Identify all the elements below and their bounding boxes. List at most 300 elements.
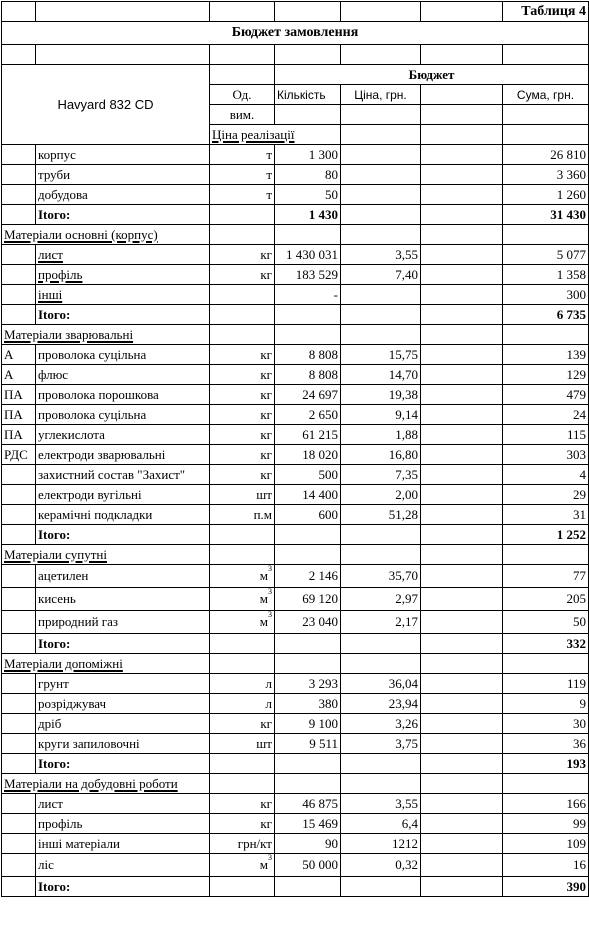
grid-cell — [2, 754, 36, 774]
table-row — [2, 611, 589, 634]
total-row — [2, 754, 589, 774]
row-price — [341, 165, 421, 185]
row-unit-text: кг — [260, 715, 272, 731]
table-row — [2, 145, 589, 165]
row-sum: 115 — [503, 425, 589, 445]
row-unit-sup: 3 — [268, 564, 272, 573]
grid-cell — [421, 185, 503, 205]
grid-cell — [275, 545, 341, 565]
row-sum: 166 — [503, 794, 589, 814]
total-qty: 1 430 — [275, 205, 341, 225]
table-row — [2, 245, 589, 265]
grid-cell — [421, 525, 503, 545]
budget-table — [1, 1, 589, 897]
grid-cell — [341, 774, 421, 794]
total-sum: 332 — [503, 634, 589, 654]
row-code — [2, 465, 36, 485]
grid-cell — [421, 245, 503, 265]
table-number: Таблиця 4 — [503, 2, 589, 22]
row-name — [36, 265, 210, 285]
table-row — [2, 854, 589, 877]
section-title — [2, 654, 210, 674]
row-qty: 1 300 — [275, 145, 341, 165]
table-row — [2, 734, 589, 754]
row-name: природний газ — [36, 611, 210, 634]
grid-cell — [36, 45, 210, 65]
section-title — [2, 225, 210, 245]
row-unit-text: л — [265, 675, 272, 691]
row-name: труби — [36, 165, 210, 185]
row-qty: 2 146 — [275, 565, 341, 588]
row-code — [2, 285, 36, 305]
grid-cell — [421, 485, 503, 505]
price-header: Ціна, грн. — [341, 85, 421, 105]
row-price: 35,70 — [341, 565, 421, 588]
product-name: Havyard 832 CD — [2, 65, 210, 145]
row-price: 51,28 — [341, 505, 421, 525]
grid-cell — [421, 345, 503, 365]
table-row — [2, 588, 589, 611]
grid-cell — [275, 45, 341, 65]
total-qty — [275, 754, 341, 774]
row-unit-sup: 3 — [268, 610, 272, 619]
row-unit-text: кг — [260, 815, 272, 831]
row-name: профіль — [36, 814, 210, 834]
section-title — [2, 774, 210, 794]
row-code — [2, 794, 36, 814]
budget-header: Бюджет — [275, 65, 589, 85]
row-qty: 500 — [275, 465, 341, 485]
row-name: грунт — [36, 674, 210, 694]
row-qty: 1 430 031 — [275, 245, 341, 265]
section-title-text: Матеріали допоміжні — [4, 655, 123, 671]
grid-cell — [421, 505, 503, 525]
grid-cell — [210, 877, 275, 897]
grid-cell — [210, 65, 275, 85]
sum-header: Сума, грн. — [503, 85, 589, 105]
table-row — [2, 674, 589, 694]
section-row — [2, 654, 589, 674]
total-qty — [275, 877, 341, 897]
grid-cell — [421, 588, 503, 611]
row-code — [2, 245, 36, 265]
row-unit — [210, 245, 275, 265]
row-qty: 14 400 — [275, 485, 341, 505]
row-price: 3,75 — [341, 734, 421, 754]
grid-cell — [421, 2, 503, 22]
row-sum: 300 — [503, 285, 589, 305]
row-name: круги запиловочні — [36, 734, 210, 754]
row-unit — [210, 588, 275, 611]
grid-cell — [421, 445, 503, 465]
row-sum: 205 — [503, 588, 589, 611]
row-price: 15,75 — [341, 345, 421, 365]
table-row — [2, 165, 589, 185]
section-row — [2, 225, 589, 245]
section-row — [2, 545, 589, 565]
row-sum: 3 360 — [503, 165, 589, 185]
row-name: углекислота — [36, 425, 210, 445]
grid-cell — [421, 877, 503, 897]
row-price: 2,00 — [341, 485, 421, 505]
grid-cell — [341, 325, 421, 345]
grid-cell — [421, 465, 503, 485]
section-title — [2, 545, 210, 565]
grid-cell — [421, 265, 503, 285]
grid-cell — [341, 545, 421, 565]
row-qty: 61 215 — [275, 425, 341, 445]
grid-cell — [503, 774, 589, 794]
grid-cell — [421, 814, 503, 834]
row-qty: 8 808 — [275, 365, 341, 385]
grid-cell — [421, 325, 503, 345]
row-unit — [210, 165, 275, 185]
table-row — [2, 465, 589, 485]
grid-cell — [503, 545, 589, 565]
row-unit-text: т — [266, 146, 272, 162]
total-sum: 1 252 — [503, 525, 589, 545]
row-sum: 36 — [503, 734, 589, 754]
row-qty: 23 040 — [275, 611, 341, 634]
row-code — [2, 485, 36, 505]
row-unit-text: кг — [260, 246, 272, 262]
row-price: 16,80 — [341, 445, 421, 465]
table-row — [2, 425, 589, 445]
grid-cell — [2, 877, 36, 897]
row-sum: 5 077 — [503, 245, 589, 265]
grid-cell — [421, 385, 503, 405]
row-name: корпус — [36, 145, 210, 165]
grid-cell — [421, 774, 503, 794]
row-sum: 119 — [503, 674, 589, 694]
row-sum: 99 — [503, 814, 589, 834]
grid-cell — [210, 2, 275, 22]
total-qty — [275, 305, 341, 325]
row-price: 0,32 — [341, 854, 421, 877]
row-qty: 15 469 — [275, 814, 341, 834]
row-unit — [210, 185, 275, 205]
row-qty: 183 529 — [275, 265, 341, 285]
row-price: 1212 — [341, 834, 421, 854]
row-qty: 50 — [275, 185, 341, 205]
row-code — [2, 694, 36, 714]
row-unit-sup: 3 — [268, 587, 272, 596]
row-unit-text: т — [266, 186, 272, 202]
table-row — [2, 365, 589, 385]
grid-cell — [341, 125, 421, 145]
total-sum: 6 735 — [503, 305, 589, 325]
page-title: Бюджет замовлення — [2, 22, 589, 45]
row-price: 19,38 — [341, 385, 421, 405]
grid-cell — [341, 877, 421, 897]
total-label: Itого: — [36, 754, 210, 774]
grid-cell — [503, 325, 589, 345]
row-unit — [210, 565, 275, 588]
row-qty: 18 020 — [275, 445, 341, 465]
total-row — [2, 634, 589, 654]
row-qty: 9 511 — [275, 734, 341, 754]
row-name: кисень — [36, 588, 210, 611]
grid-cell — [421, 834, 503, 854]
row-price — [341, 185, 421, 205]
row-sum: 139 — [503, 345, 589, 365]
row-sum: 1 358 — [503, 265, 589, 285]
row-price: 7,35 — [341, 465, 421, 485]
grid-cell — [341, 2, 421, 22]
row-unit-text: кг — [260, 346, 272, 362]
grid-cell — [341, 205, 421, 225]
row-name: проволока суцільна — [36, 345, 210, 365]
row-name-text: профіль — [38, 266, 83, 282]
table-row — [2, 485, 589, 505]
row-unit — [210, 794, 275, 814]
table-row — [2, 694, 589, 714]
row-qty: 80 — [275, 165, 341, 185]
row-name: проволока порошкова — [36, 385, 210, 405]
grid-cell — [421, 674, 503, 694]
row-unit — [210, 465, 275, 485]
row-unit — [210, 145, 275, 165]
table-row — [2, 385, 589, 405]
row-unit-text: кг — [260, 406, 272, 422]
row-qty: 8 808 — [275, 345, 341, 365]
grid-cell — [210, 305, 275, 325]
grid-cell — [421, 734, 503, 754]
row-code — [2, 565, 36, 588]
grid-cell — [421, 225, 503, 245]
table-row — [2, 565, 589, 588]
row-name: добудова — [36, 185, 210, 205]
grid-cell — [275, 225, 341, 245]
row-unit-text: м — [259, 591, 268, 606]
row-name: розріджувач — [36, 694, 210, 714]
grid-cell — [210, 774, 275, 794]
row-sum: 24 — [503, 405, 589, 425]
row-code: А — [2, 365, 36, 385]
row-qty: 3 293 — [275, 674, 341, 694]
row-sum: 29 — [503, 485, 589, 505]
grid-cell — [341, 305, 421, 325]
row-sum: 109 — [503, 834, 589, 854]
grid-cell — [210, 654, 275, 674]
grid-cell — [2, 525, 36, 545]
row-price: 9,14 — [341, 405, 421, 425]
row-name-text: інші — [38, 286, 63, 302]
row-unit — [210, 445, 275, 465]
row-code — [2, 814, 36, 834]
row-price: 1,88 — [341, 425, 421, 445]
row-code — [2, 734, 36, 754]
row-unit-text: кг — [260, 266, 272, 282]
row-sum: 26 810 — [503, 145, 589, 165]
row-code: ПА — [2, 425, 36, 445]
row-sum: 303 — [503, 445, 589, 465]
row-name: лист — [36, 794, 210, 814]
row-unit-text: т — [266, 166, 272, 182]
grid-cell — [421, 405, 503, 425]
section-title-text: Матеріали основні (корпус) — [4, 226, 158, 242]
row-name — [36, 245, 210, 265]
table-row — [2, 185, 589, 205]
grid-cell — [503, 225, 589, 245]
row-code — [2, 588, 36, 611]
grid-cell — [2, 45, 36, 65]
row-sum: 77 — [503, 565, 589, 588]
row-code — [2, 674, 36, 694]
unit-header-line2: вим. — [210, 105, 275, 125]
row-qty: - — [275, 285, 341, 305]
grid-cell — [2, 2, 36, 22]
grid-cell — [421, 305, 503, 325]
grid-cell — [210, 225, 275, 245]
grid-cell — [210, 325, 275, 345]
grid-cell — [2, 205, 36, 225]
grid-cell — [421, 694, 503, 714]
row-unit-text: л — [265, 695, 272, 711]
row-name: керамічні подкладки — [36, 505, 210, 525]
row-name: електроди вугільні — [36, 485, 210, 505]
grid-cell — [341, 634, 421, 654]
grid-cell — [421, 854, 503, 877]
grid-cell — [503, 654, 589, 674]
row-sum: 30 — [503, 714, 589, 734]
row-code: РДС — [2, 445, 36, 465]
row-unit-text: кг — [260, 446, 272, 462]
table-row — [2, 794, 589, 814]
row-code — [2, 165, 36, 185]
grid-cell — [421, 634, 503, 654]
grid-cell — [341, 754, 421, 774]
grid-cell — [2, 305, 36, 325]
row-sum: 4 — [503, 465, 589, 485]
total-sum: 193 — [503, 754, 589, 774]
qty-header: Кількість — [275, 85, 341, 105]
row-unit — [210, 714, 275, 734]
grid-cell — [421, 165, 503, 185]
grid-cell — [341, 525, 421, 545]
row-unit — [210, 814, 275, 834]
row-code: ПА — [2, 385, 36, 405]
row-sum: 31 — [503, 505, 589, 525]
row-sum: 129 — [503, 365, 589, 385]
grid-cell — [421, 145, 503, 165]
section-title — [2, 325, 210, 345]
table-row — [2, 285, 589, 305]
row-code — [2, 505, 36, 525]
section-title-text: Матеріали супутні — [4, 546, 107, 562]
grid-cell — [210, 205, 275, 225]
row-unit — [210, 834, 275, 854]
section-row — [2, 325, 589, 345]
total-qty — [275, 634, 341, 654]
table-row — [2, 405, 589, 425]
row-code — [2, 834, 36, 854]
table-row — [2, 814, 589, 834]
row-qty: 24 697 — [275, 385, 341, 405]
row-unit — [210, 485, 275, 505]
row-code — [2, 854, 36, 877]
grid-cell — [275, 774, 341, 794]
table-row — [2, 834, 589, 854]
row-name: проволока суцільна — [36, 405, 210, 425]
row-qty: 69 120 — [275, 588, 341, 611]
row-unit-text: кг — [260, 795, 272, 811]
grid-cell — [341, 45, 421, 65]
grid-cell — [210, 525, 275, 545]
grid-cell — [36, 2, 210, 22]
row-price — [341, 285, 421, 305]
row-price: 23,94 — [341, 694, 421, 714]
total-label: Itого: — [36, 634, 210, 654]
row-price: 2,97 — [341, 588, 421, 611]
grid-cell — [421, 794, 503, 814]
row-unit — [210, 365, 275, 385]
row-code — [2, 714, 36, 734]
row-code — [2, 185, 36, 205]
row-name: дріб — [36, 714, 210, 734]
total-sum: 31 430 — [503, 205, 589, 225]
row-unit — [210, 734, 275, 754]
row-unit — [210, 694, 275, 714]
unit-header-line1: Од. — [210, 85, 275, 105]
grid-cell — [210, 545, 275, 565]
grid-cell — [275, 2, 341, 22]
grid-cell — [421, 425, 503, 445]
row-unit — [210, 674, 275, 694]
row-qty: 380 — [275, 694, 341, 714]
row-price: 7,40 — [341, 265, 421, 285]
grid-cell — [421, 105, 503, 125]
row-name-text: лист — [38, 246, 63, 262]
grid-cell — [421, 754, 503, 774]
section-title-text: Матеріали зварювальні — [4, 326, 134, 342]
row-unit — [210, 505, 275, 525]
row-unit — [210, 265, 275, 285]
row-qty: 2 650 — [275, 405, 341, 425]
total-row — [2, 205, 589, 225]
grid-cell — [503, 125, 589, 145]
grid-cell — [421, 714, 503, 734]
row-price — [341, 145, 421, 165]
grid-cell — [275, 105, 341, 125]
total-row — [2, 877, 589, 897]
row-unit — [210, 405, 275, 425]
row-unit — [210, 345, 275, 365]
section-title — [210, 125, 341, 145]
grid-cell — [503, 45, 589, 65]
grid-cell — [421, 45, 503, 65]
grid-cell — [210, 754, 275, 774]
total-label: Itого: — [36, 525, 210, 545]
section-row — [2, 774, 589, 794]
row-unit — [210, 854, 275, 877]
total-label: Itого: — [36, 305, 210, 325]
row-unit-text: грн/кт — [237, 835, 272, 851]
grid-cell — [275, 654, 341, 674]
row-name: захистний состав "Захист" — [36, 465, 210, 485]
grid-cell — [421, 125, 503, 145]
row-sum: 16 — [503, 854, 589, 877]
total-sum: 390 — [503, 877, 589, 897]
row-unit-text: шт — [256, 735, 272, 751]
row-price: 14,70 — [341, 365, 421, 385]
total-row — [2, 305, 589, 325]
grid-cell — [503, 105, 589, 125]
row-code — [2, 265, 36, 285]
grid-cell — [421, 545, 503, 565]
row-unit-sup: 3 — [268, 853, 272, 862]
row-unit — [210, 385, 275, 405]
